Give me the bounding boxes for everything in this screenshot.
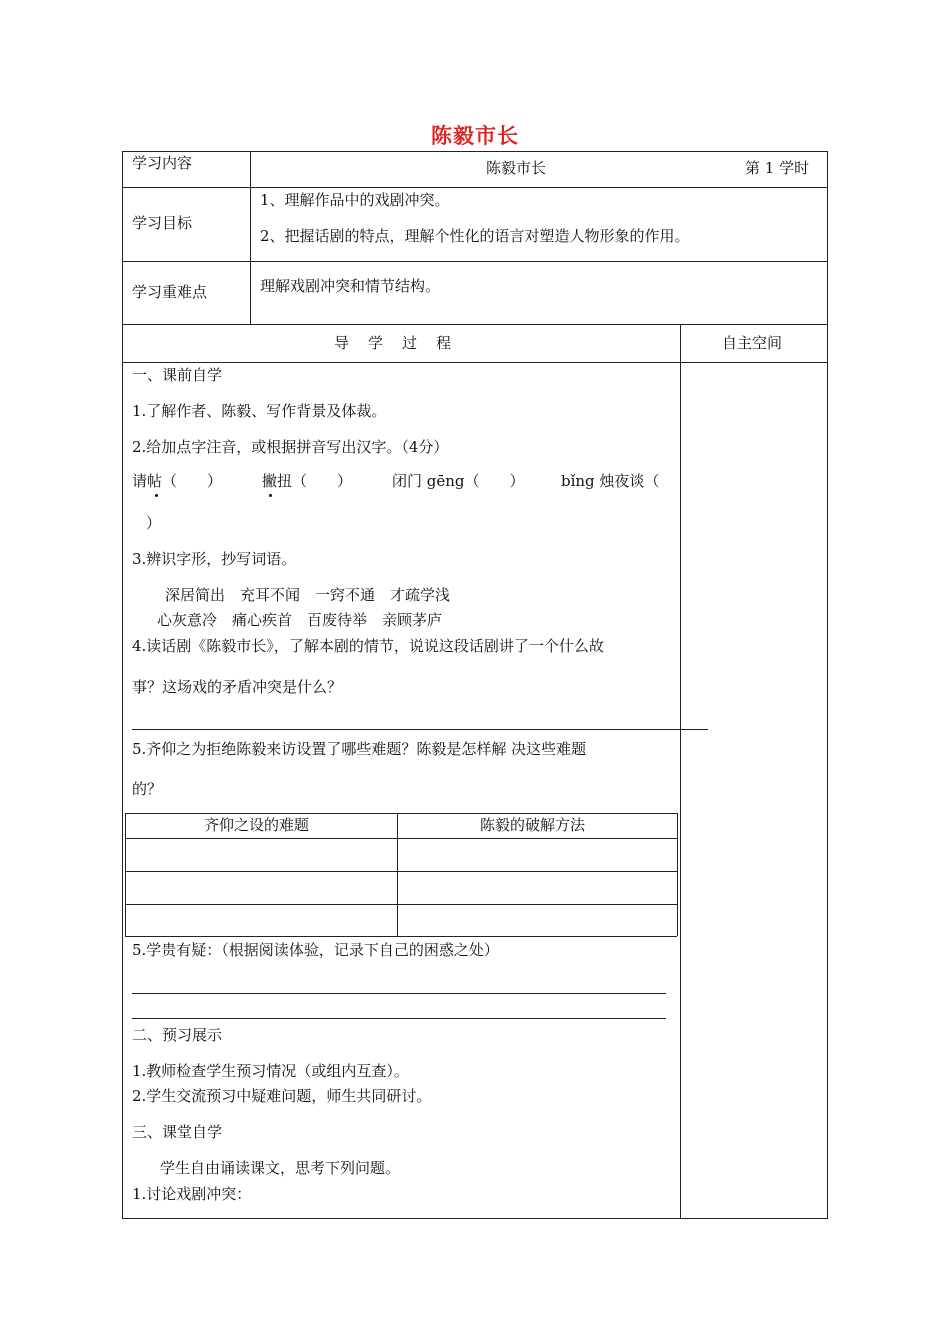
question-5: 5.齐仰之为拒绝陈毅来访设置了哪些难题？陈毅是怎样解 决这些难题 [132, 740, 587, 758]
emphasis-dot [155, 494, 158, 497]
section-heading: 二、预习展示 [132, 1026, 223, 1044]
question-2: 2.给加点字注音，或根据拼音写出汉字。（4分） [132, 438, 449, 456]
key-value: 理解戏剧冲突和情节结构。 [260, 277, 441, 295]
inner-table-border [397, 813, 398, 936]
word-list: 心灰意冷 痛心疾首 百废待举 亲顾茅庐 [157, 611, 443, 629]
process-header: 导 学 过 程 [334, 334, 454, 352]
question-5: 的？ [132, 780, 163, 798]
table-row-divider [122, 261, 828, 262]
list-item: 2.学生交流预习中疑难问题，师生共同研讨。 [132, 1087, 432, 1105]
content-value: 陈毅市长 [486, 159, 547, 177]
word-list: 深居简出 充耳不闻 一窍不通 才疏学浅 [165, 586, 451, 604]
pinyin-wrap: ） [146, 514, 162, 532]
emphasis-dot [269, 494, 272, 497]
list-item: 1.讨论戏剧冲突： [132, 1185, 252, 1203]
inner-table-border [125, 813, 126, 936]
list-item: 1.教师检查学生预习情况（或组内互查）。 [132, 1062, 409, 1080]
inner-table-border [125, 838, 677, 839]
space-header: 自主空间 [722, 334, 783, 352]
pinyin-item: 撇扭（ ） [262, 472, 353, 490]
answer-line [132, 729, 708, 730]
table-border-left [122, 151, 123, 1218]
question-3: 3.辨识字形，抄写词语。 [132, 550, 297, 568]
table-border-bottom [122, 1218, 828, 1219]
question-6: 5.学贵有疑：（根据阅读体验，记录下自己的困惑之处） [132, 941, 499, 959]
pinyin-item: 请帖（ ） [132, 472, 223, 490]
question-4: 事？这场戏的矛盾冲突是什么？ [132, 678, 343, 696]
inner-table-header: 齐仰之设的难题 [204, 816, 310, 834]
content-label: 学习内容 [132, 154, 193, 172]
pinyin-item: bǐng 烛夜谈（ [561, 472, 660, 490]
goals-label: 学习目标 [132, 214, 193, 232]
table-border-top [122, 151, 828, 152]
table-border-right [827, 151, 828, 1218]
space-column-divider [680, 324, 681, 1218]
inner-table-border [125, 936, 677, 937]
goal-item: 1、理解作品中的戏剧冲突。 [260, 191, 450, 209]
table-row-divider [122, 362, 828, 363]
key-label: 学习重难点 [132, 283, 208, 301]
table-row-divider [122, 187, 828, 188]
inner-table-border [125, 904, 677, 905]
pinyin-item: 闭门 gēng（ ） [392, 472, 525, 490]
page-title: 陈毅市长 [431, 123, 519, 148]
answer-line [132, 1018, 666, 1019]
inner-table-border [125, 871, 677, 872]
label-column-divider [250, 151, 251, 324]
inner-table-header: 陈毅的破解方法 [480, 816, 586, 834]
inner-table-border [125, 813, 677, 814]
answer-line [132, 993, 666, 994]
section-heading: 一、课前自学 [132, 366, 223, 384]
table-row-divider [122, 324, 828, 325]
inner-table-border [677, 813, 678, 936]
section-heading: 三、课堂自学 [132, 1123, 223, 1141]
question-1: 1.了解作者、陈毅、写作背景及体裁。 [132, 402, 387, 420]
goal-item: 2、把握话剧的特点，理解个性化的语言对塑造人物形象的作用。 [260, 227, 690, 245]
period-label: 第 1 学时 [745, 159, 810, 177]
section-intro: 学生自由诵读课文，思考下列问题。 [160, 1159, 401, 1177]
question-4: 4.读话剧《陈毅市长》，了解本剧的情节，说说这段话剧讲了一个什么故 [132, 637, 604, 655]
